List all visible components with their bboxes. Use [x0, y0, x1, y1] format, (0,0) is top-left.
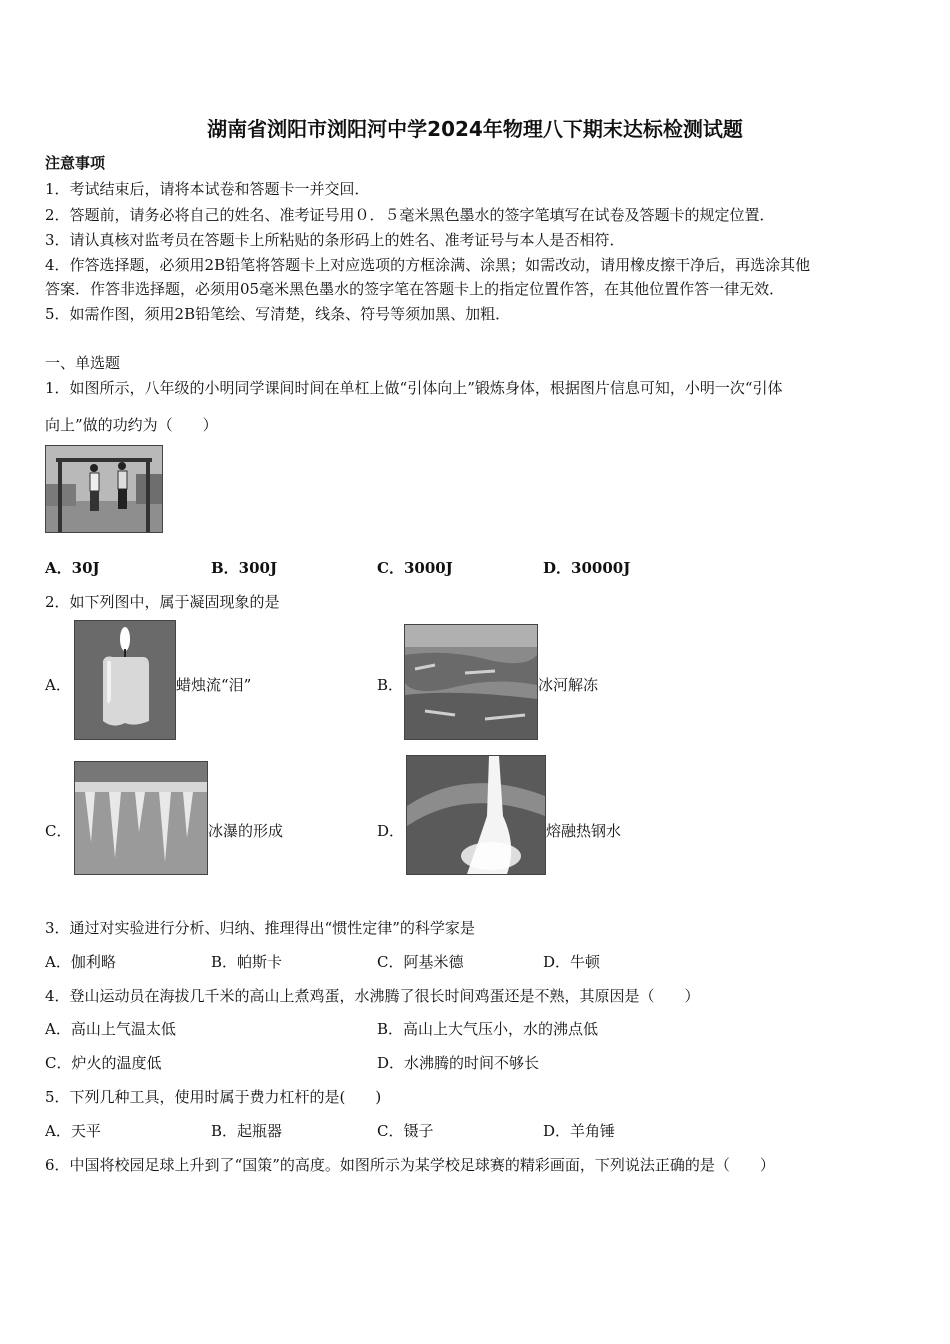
notice-item: 3．请认真核对监考员在答题卡上所粘贴的条形码上的姓名、准考证号与本人是否相符． — [45, 231, 625, 249]
option-a: A．30J — [45, 559, 100, 577]
option-b-text: 冰河解冻 — [538, 676, 599, 694]
option-c-letter: C． — [45, 822, 72, 840]
option-c: C．炉火的温度低 — [45, 1054, 162, 1072]
notice-item: 5．如需作图，须用2B铅笔绘、写清楚，线条、符号等须加黑、加粗． — [45, 305, 511, 323]
option-d-text: 熔融热钢水 — [546, 822, 622, 840]
option-a-text: 蜡烛流“泪” — [176, 676, 252, 694]
option-c: C．镊子 — [377, 1122, 434, 1140]
notice-item: 4．作答选择题，必须用2B铅笔将答题卡上对应选项的方框涂满、涂黑；如需改动，请用橡皮擦干净后，再选涂其他 — [45, 256, 811, 274]
option-a: A．伽利略 — [45, 953, 116, 971]
river-thaw-photo — [404, 624, 538, 740]
page-title: 湖南省浏阳市浏阳河中学2024年物理八下期末达标检测试题 — [207, 117, 743, 141]
question-3-stem: 3．通过对实验进行分析、归纳、推理得出“惯性定律”的科学家是 — [45, 919, 475, 937]
notice-item: 2．答题前，请务必将自己的姓名、准考证号用０．５毫米黑色墨水的签字笔填写在试卷及答题卡的规定位置． — [45, 206, 775, 224]
question-5-stem: 5．下列几种工具，使用时属于费力杠杆的是( ) — [45, 1088, 382, 1106]
option-b: B．起瓶器 — [211, 1122, 283, 1140]
option-b-letter: B． — [377, 676, 404, 694]
notice-item: 答案．作答非选择题，必须用05毫米黑色墨水的签字笔在答题卡上的指定位置作答，在其他位置作答一律无效． — [45, 280, 785, 298]
option-d: D．羊角锤 — [543, 1122, 616, 1140]
question-4-stem: 4．登山运动员在海拔几千米的高山上煮鸡蛋，水沸腾了很长时间鸡蛋还是不熟，其原因是（ ） — [45, 987, 700, 1005]
option-a: A．高山上气温太低 — [45, 1020, 176, 1038]
icefall-photo — [74, 761, 208, 875]
option-d: D．水沸腾的时间不够长 — [377, 1054, 540, 1072]
notice-item: 1．考试结束后，请将本试卷和答题卡一并交回． — [45, 180, 370, 198]
option-a: A．天平 — [45, 1122, 101, 1140]
option-c: C．3000J — [377, 559, 453, 577]
question-1-stem: 1．如图所示，八年级的小明同学课间时间在单杠上做“引体向上”锻炼身体，根据图片信息可知，小明一次“引体 — [45, 379, 783, 397]
option-b: B．高山上大气压小，水的沸点低 — [377, 1020, 599, 1038]
question-2-stem: 2．如下列图中，属于凝固现象的是 — [45, 593, 280, 611]
option-d: D．30000J — [543, 559, 631, 577]
section-heading: 一、单选题 — [45, 354, 121, 372]
candle-photo — [74, 620, 176, 740]
option-d-letter: D． — [377, 822, 405, 840]
pullup-photo — [45, 445, 163, 533]
question-6-stem: 6．中国将校园足球上升到了“国策”的高度。如图所示为某学校足球赛的精彩画面，下列说法正确的是（ ） — [45, 1156, 775, 1174]
option-c-text: 冰瀑的形成 — [208, 822, 284, 840]
question-1-stem-cont: 向上”做的功约为（ ） — [45, 416, 218, 434]
option-b: B．帕斯卡 — [211, 953, 283, 971]
option-d: D．牛顿 — [543, 953, 601, 971]
option-b: B．300J — [211, 559, 278, 577]
molten-steel-photo — [406, 755, 546, 875]
option-a-letter: A． — [45, 676, 71, 694]
option-c: C．阿基米德 — [377, 953, 464, 971]
notice-heading: 注意事项 — [45, 154, 106, 172]
